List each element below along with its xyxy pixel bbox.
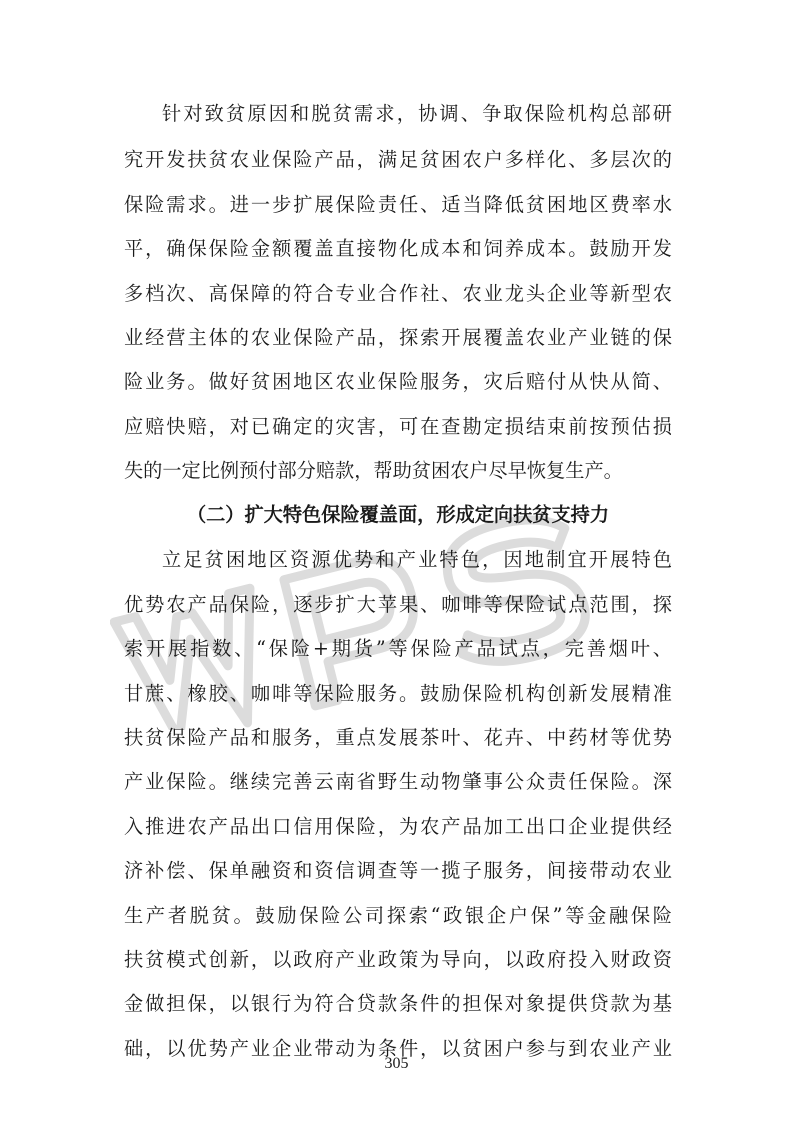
paragraph-1-line-1: 针对致贫原因和脱贫需求，协调、争取保险机构总部研: [162, 102, 672, 125]
paragraph-1-line-3: 保险需求。进一步扩展保险责任、适当降低贫困地区费率水: [124, 193, 672, 216]
paragraph-1-line-5: 多档次、高保障的符合专业合作社、农业龙头企业等新型农: [124, 282, 672, 305]
paragraph-2-line-6: 产业保险。继续完善云南省野生动物肇事公众责任保险。深: [124, 770, 672, 793]
paragraph-1-line-2: 究开发扶贫农业保险产品，满足贫困农户多样化、多层次的: [124, 148, 672, 171]
paragraph-2-line-3: 索开展指数、“保险+期货”等保险产品试点，完善烟叶、: [124, 637, 672, 660]
paragraph-2-line-1: 立足贫困地区资源优势和产业特色，因地制宜开展特色: [162, 548, 672, 571]
paragraph-1-line-4: 平，确保保险金额覆盖直接物化成本和饲养成本。鼓励开发: [124, 237, 672, 260]
paragraph-2-line-11: 金做担保，以银行为符合贷款条件的担保对象提供贷款为基: [124, 992, 672, 1015]
paragraph-1-line-7: 险业务。做好贫困地区农业保险服务，灾后赔付从快从简、: [124, 370, 672, 393]
paragraph-2-line-7: 入推进农产品出口信用保险，为农产品加工出口企业提供经: [124, 815, 672, 838]
paragraph-1-line-9: 失的一定比例预付部分赔款，帮助贫困农户尽早恢复生产。: [124, 459, 623, 482]
paragraph-2-line-9: 生产者脱贫。鼓励保险公司探索“政银企户保”等金融保险: [124, 904, 672, 927]
paragraph-2-line-5: 扶贫保险产品和服务，重点发展茶叶、花卉、中药材等优势: [124, 726, 672, 749]
paragraph-2-line-2: 优势农产品保险，逐步扩大苹果、咖啡等保险试点范围，探: [124, 593, 672, 616]
paragraph-2-line-10: 扶贫模式创新，以政府产业政策为导向，以政府投入财政资: [124, 948, 672, 971]
paragraph-1-line-8: 应赔快赔，对已确定的灾害，可在查勘定损结束前按预估损: [124, 415, 672, 438]
paragraph-2-line-8: 济补偿、保单融资和资信调查等一揽子服务，间接带动农业: [124, 859, 672, 882]
paragraph-2-line-4: 甘蔗、橡胶、咖啡等保险服务。鼓励保险机构创新发展精准: [124, 682, 672, 705]
section-heading: （二）扩大特色保险覆盖面，形成定向扶贫支持力: [186, 503, 610, 526]
paragraph-2-line-12: 础，以优势产业企业带动为条件，以贫困户参与到农业产业: [124, 1037, 672, 1060]
paragraph-1-line-6: 业经营主体的农业保险产品，探索开展覆盖农业产业链的保: [124, 326, 672, 349]
page-number: 305: [384, 1055, 409, 1072]
